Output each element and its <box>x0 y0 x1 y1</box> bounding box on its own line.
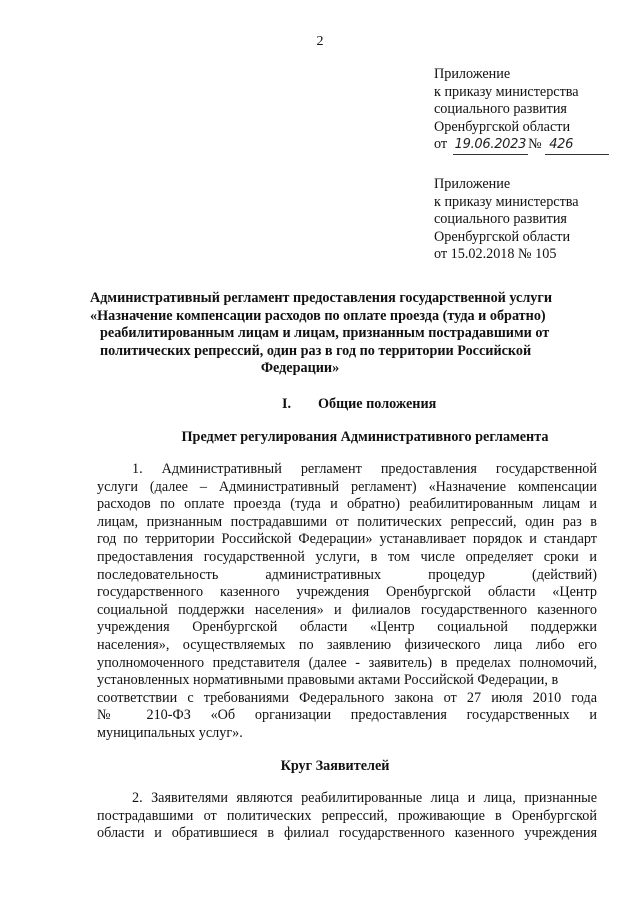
appendix-ministry-line: социального развития <box>434 211 567 228</box>
appendix-date-number-line <box>434 136 609 155</box>
subheading-applicants: Круг Заявителей <box>280 758 390 774</box>
page-number: 2 <box>316 34 324 49</box>
title-line: Административный регламент предоставления государственной услуги <box>90 290 553 306</box>
appendix-region-line: Оренбургской области <box>434 118 571 135</box>
paragraph-1 <box>97 461 597 743</box>
date-prefix: от <box>434 136 448 153</box>
subheading-subject: Предмет регулирования Административного регламента <box>181 429 549 445</box>
paragraph-line: социальной поддержки населения» и филиалов государственного казенного <box>97 601 597 618</box>
number-prefix: № <box>528 136 542 153</box>
appendix-ministry-line: социального развития <box>434 101 567 118</box>
paragraph-line: населения», осуществляемых по заявлению физического лица либо его <box>97 636 597 653</box>
handwritten-order-number: 426 <box>545 136 609 155</box>
paragraph-line: № 210-ФЗ «Об организации предоставления государственных и <box>97 707 597 724</box>
paragraph-line: государственного казенного учреждения Оренбургской области «Центр <box>97 584 597 601</box>
title-line: политических репрессий, один раз в год по территории Российской <box>100 342 532 359</box>
appendix-region-line: Оренбургской области <box>434 228 571 245</box>
title-line: «Назначение компенсации расходов по оплате проезда (туда и обратно) <box>90 307 546 324</box>
appendix-date-number-line: от 15.02.2018 № 105 <box>434 246 557 263</box>
appendix-original-order <box>434 176 579 264</box>
appendix-order-line: к приказу министерства <box>434 83 579 100</box>
paragraph-line: последовательность административных процедур (действий) <box>97 566 597 583</box>
section-numeral: I. <box>282 396 292 412</box>
paragraph-line: учреждения Оренбургской области «Центр социальной поддержки <box>97 619 597 636</box>
paragraph-line: соответствии с требованиями Федерального закона от 27 июля 2010 года <box>97 689 597 706</box>
appendix-current-order <box>434 66 609 155</box>
paragraph-line: расходов по оплате проезда (туда и обратно) реабилитированным лицам и <box>97 496 597 513</box>
appendix-label: Приложение <box>434 66 511 82</box>
paragraph-line: 1. Административный регламент предоставления государственной <box>132 461 597 477</box>
document-title <box>90 290 553 378</box>
paragraph-line: муниципальных услуг». <box>97 724 243 741</box>
paragraph-line: 2. Заявителями являются реабилитированные лица и лица, признанные <box>132 790 597 806</box>
paragraph-line: пострадавшими от политических репрессий, проживающие в Оренбургской <box>97 807 597 824</box>
paragraph-line: год по территории Российской Федерации» устанавливает порядок и стандарт <box>97 531 597 548</box>
paragraph-line: области и обратившиеся в филиал государственного казенного учреждения <box>97 825 597 842</box>
paragraph-line: предоставления государственной услуги, в том числе определяет сроки и <box>97 548 597 565</box>
appendix-label: Приложение <box>434 176 511 192</box>
paragraph-line: уполномоченного представителя (далее - заявитель) в пределах полномочий, <box>97 654 597 671</box>
section-title: Общие положения <box>318 396 437 412</box>
paragraph-line: лицам, признанным пострадавшими от политических репрессий, один раз в <box>97 513 597 530</box>
paragraph-line: установленных нормативными правовыми актами Российской Федерации, в <box>97 672 559 689</box>
title-line: Федерации» <box>260 360 340 376</box>
appendix-order-line: к приказу министерства <box>434 193 579 210</box>
paragraph-line: услуги (далее – Административный регламент) «Назначение компенсации <box>97 478 597 495</box>
paragraph-2 <box>97 790 597 843</box>
handwritten-date: 19.06.2023 <box>453 136 528 155</box>
title-line: реабилитированным лицам и лицам, признанным пострадавшими от <box>100 325 550 341</box>
